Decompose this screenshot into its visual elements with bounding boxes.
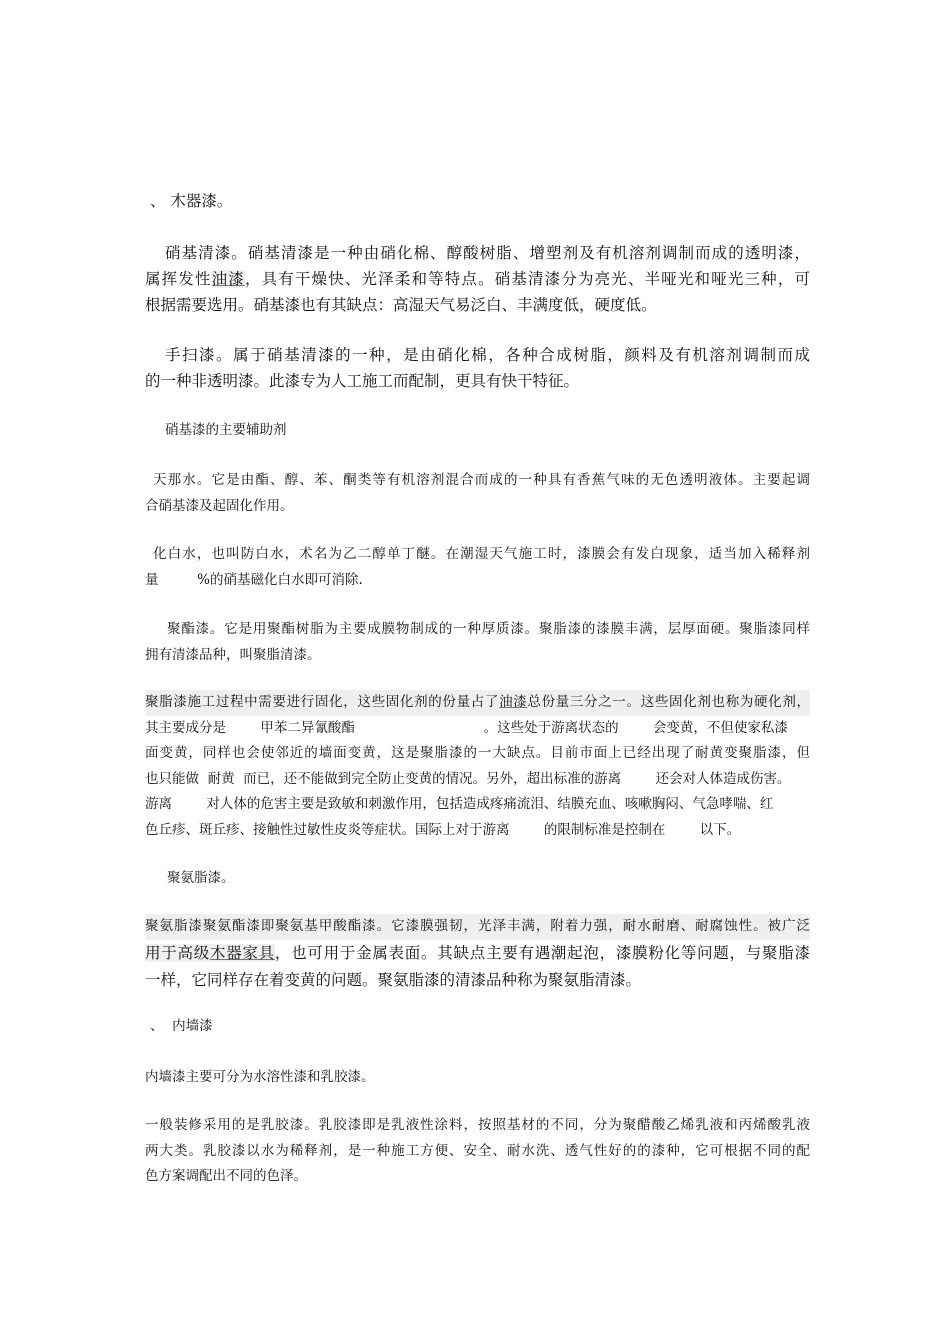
text: ，具有干燥快、光泽柔和等特点。硝基清漆分为亮光、半哑光和哑光三种，可 xyxy=(244,270,810,288)
text: 聚脂漆施工过程中需要进行固化，这些固化剂的份量占了 xyxy=(145,694,500,710)
text: 用于高级 xyxy=(145,943,210,962)
paragraph-interior-types xyxy=(145,1065,810,1091)
line: 合硝基漆及起固化作用。 xyxy=(145,497,294,514)
line: 色方案调配出不同的色泽。 xyxy=(145,1168,307,1184)
paragraph-thinner xyxy=(145,468,810,519)
text: 硝基漆的主要辅助剂 xyxy=(165,422,287,438)
linked-term[interactable]: 木器家具 xyxy=(209,943,275,962)
line: 聚酯漆。它是用聚酯树脂为主要成膜物制成的一种厚质漆。聚脂漆的漆膜丰满，层厚面硬。聚脂漆同样 xyxy=(167,621,810,637)
paragraph-nitro-clear xyxy=(145,240,810,318)
paragraph-polyester xyxy=(145,617,810,668)
paragraph-polyurethane xyxy=(145,914,810,994)
line: 其主要成分是 甲苯二异氰酸酯 。这些处于游离状态的 会变黄，不但使家私漆 xyxy=(145,719,788,736)
text: 属挥发性 xyxy=(145,270,212,288)
line: 面变黄，同样也会使邻近的墙面变黄，这是聚脂漆的一大缺点。目前市面上已经出现了耐黄变聚脂漆，但 xyxy=(145,745,810,761)
heading-text: 、 内墙漆 xyxy=(150,1018,213,1034)
text: 内墙漆主要可分为水溶性漆和乳胶漆。 xyxy=(145,1069,375,1085)
text: 聚氨脂漆。 xyxy=(167,870,235,886)
text: ，也可用于金属表面。其缺点主要有遇潮起泡，漆膜粉化等问题，与聚脂漆 xyxy=(274,943,810,962)
line: 化白水，也叫防白水，术名为乙二醇单丁醚。在潮湿天气施工时，漆膜会有发白现象，适当加入稀释剂 xyxy=(153,546,810,562)
line: 一般装修采用的是乳胶漆。乳胶漆即是乳液性涂料，按照基材的不同，分为聚醋酸乙烯乳液和丙烯酸乳液 xyxy=(145,1117,810,1133)
line: 手扫漆。属于硝基清漆的一种，是由硝化棉，各种合成树脂，颜料及有机溶剂调制而成 xyxy=(165,346,810,364)
line: 的一种非透明漆。此漆专为人工施工而配制，更具有快干特征。 xyxy=(145,372,580,390)
section-heading-wood-paint xyxy=(145,188,815,214)
line: 色丘疹、斑丘疹、接触性过敏性皮炎等症状。国际上对于游离 的限制标准是控制在 以下。 xyxy=(145,821,741,838)
subheading-polyurethane xyxy=(145,866,832,892)
paragraph-hand-brush xyxy=(145,342,810,394)
paragraph-anti-white xyxy=(145,542,810,593)
line xyxy=(145,940,810,967)
line: 量 %的硝基磁化白水即可消除. xyxy=(145,571,363,588)
line xyxy=(145,266,810,292)
line: 根据需要选用。硝基漆也有其缺点：高湿天气易泛白、丰满度低，硬度低。 xyxy=(145,296,657,314)
line xyxy=(145,690,810,716)
line: 聚氨脂漆聚氨酯漆即聚氨基甲酸酯漆。它漆膜强韧，光泽丰满，附着力强，耐水耐磨、耐腐蚀性。被广泛 xyxy=(145,914,810,940)
line: 天那水。它是由酯、醇、苯、酮类等有机溶剂混合而成的一种具有香蕉气味的无色透明液体。主要起调 xyxy=(153,472,810,488)
paragraph-latex xyxy=(145,1113,810,1190)
subheading-auxiliaries xyxy=(145,418,830,444)
heading-text: 、 木器漆。 xyxy=(150,192,233,210)
line: 两大类。乳胶漆以水为稀释剂，是一种施工方便、安全、耐水洗、透气性好的的漆种，它可根据不同的配 xyxy=(145,1142,810,1159)
line: 拥有清漆品种，叫聚脂清漆。 xyxy=(145,646,321,663)
paragraph-polyester-curing xyxy=(145,690,810,843)
line: 一样，它同样存在着变黄的问题。聚氨脂漆的清漆品种称为聚氨脂清漆。 xyxy=(145,970,642,989)
text: 总份量三分之一。这些固化剂也称为硬化剂， xyxy=(527,694,811,710)
line: 硝基清漆。硝基清漆是一种由硝化棉、醇酸树脂、增塑剂及有机溶剂调制而成的透明漆， xyxy=(165,244,810,262)
line: 也只能做 耐黄 而已，还不能做到完全防止变黄的情况。另外，超出标准的游离 还会对人体造成伤害。 xyxy=(145,770,791,787)
linked-term[interactable]: 油漆 xyxy=(499,694,528,710)
linked-term[interactable]: 油漆 xyxy=(211,270,245,288)
line: 游离 对人体的危害主要是致敏和刺激作用，包括造成疼痛流泪、结膜充血、咳嗽胸闷、气急哮喘、红 xyxy=(145,796,774,812)
section-heading-interior-paint xyxy=(145,1014,815,1040)
